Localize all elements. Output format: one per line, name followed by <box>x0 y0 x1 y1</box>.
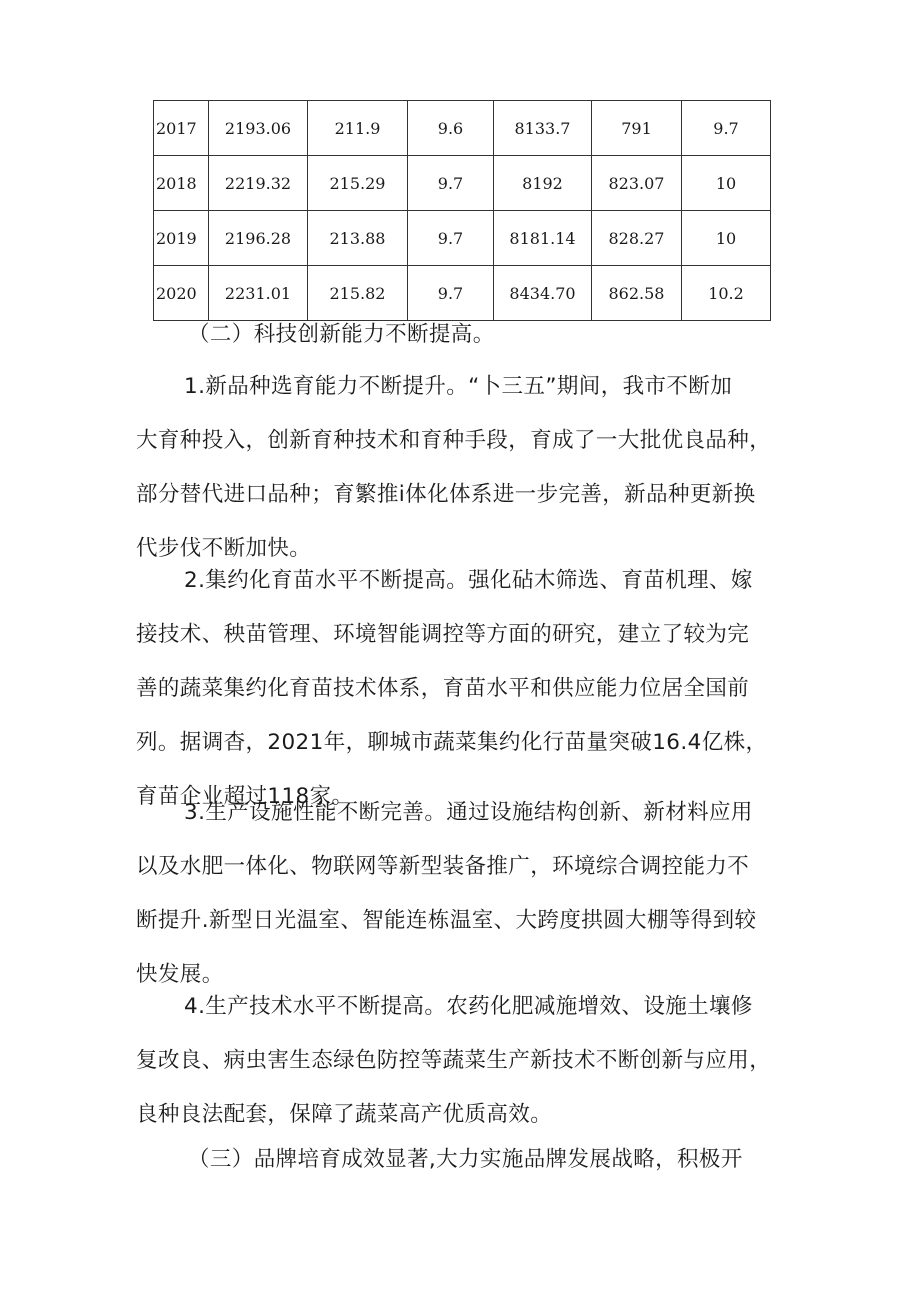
table-cell: 8192 <box>494 156 592 211</box>
table-cell: 9.7 <box>682 101 771 156</box>
table-cell: 791 <box>592 101 682 156</box>
table-cell: 9.6 <box>408 101 494 156</box>
table-cell: 215.82 <box>308 266 408 321</box>
table-cell: 2193.06 <box>209 101 308 156</box>
table-cell: 9.7 <box>408 156 494 211</box>
table-cell: 8434.70 <box>494 266 592 321</box>
table-row <box>154 101 771 156</box>
paragraph-line: 断提升.新型日光温室、智能连栋温室、大跨度拱圆大棚等得到较 <box>136 908 757 933</box>
paragraph-line: 部分替代进口品种；育繁推i体化体系进一步完善，新品种更新换 <box>136 482 756 507</box>
table-cell: 9.7 <box>408 266 494 321</box>
section-heading-2 <box>136 308 796 362</box>
table-cell: 828.27 <box>592 211 682 266</box>
heading-text: （二）科技创新能力不断提高。 <box>188 322 495 347</box>
table-cell: 10 <box>682 156 771 211</box>
paragraph-line: 善的蔬菜集约化育苗技术体系，育苗水平和供应能力位居全国前 <box>136 676 750 701</box>
paragraph-seed-breeding <box>136 360 796 576</box>
paragraph-technology <box>136 980 796 1142</box>
paragraph-line: 列。据调杳，2021年，聊城市蔬菜集约化行苗量突破16.4亿株， <box>136 730 768 755</box>
table-cell: 823.07 <box>592 156 682 211</box>
heading-text: （三）品牌培育成效显著,大力实施品牌发展战略，积极开 <box>188 1147 743 1172</box>
paragraph-facilities <box>136 786 796 1002</box>
table-row <box>154 211 771 266</box>
table-cell: 2219.32 <box>209 156 308 211</box>
table-cell: 2196.28 <box>209 211 308 266</box>
table-cell-year: 2019 <box>154 211 209 266</box>
paragraph-line: 4.生产技术水平不断提高。农药化肥减施增效、设施土壤修 <box>184 994 753 1019</box>
table-cell-year: 2017 <box>154 101 209 156</box>
table-cell: 2231.01 <box>209 266 308 321</box>
paragraph-seedling-raising <box>136 554 796 824</box>
paragraph-line: 快发展。 <box>136 962 224 987</box>
paragraph-line: 以及水肥一体化、物联网等新型装备推广，环境综合调控能力不 <box>136 854 750 879</box>
paragraph-line: 接技术、秧苗管理、环境智能调控等方面的研究，建立了较为完 <box>136 622 750 647</box>
table-cell: 8133.7 <box>494 101 592 156</box>
table-cell: 10 <box>682 211 771 266</box>
data-table <box>153 100 771 321</box>
paragraph-line: 育苗企业超过118家。 <box>136 784 354 809</box>
paragraph-line: 代步伐不断加快。 <box>136 536 312 561</box>
paragraph-line: 3.生产设施性能不断完善。通过设施结构创新、新材料应用 <box>184 800 753 825</box>
table-cell: 10.2 <box>682 266 771 321</box>
table-row <box>154 156 771 211</box>
paragraph-line: 2.集约化育苗水平不断提高。强化砧木筛选、育苗机理、嫁 <box>184 568 753 593</box>
table-cell: 9.7 <box>408 211 494 266</box>
paragraph-line: 1.新品种选育能力不断提升。“卜三五”期间，我市不断加 <box>184 374 733 399</box>
table-cell: 8181.14 <box>494 211 592 266</box>
table-cell: 211.9 <box>308 101 408 156</box>
table-cell-year: 2020 <box>154 266 209 321</box>
table-cell: 862.58 <box>592 266 682 321</box>
paragraph-line: 复改良、病虫害生态绿色防控等蔬菜生产新技术不断创新与应用， <box>136 1048 772 1073</box>
paragraph-line: 良种良法配套，保障了蔬菜高产优质高效。 <box>136 1102 553 1127</box>
table-cell: 213.88 <box>308 211 408 266</box>
section-heading-3 <box>136 1133 796 1187</box>
paragraph-line: 大育种投入，创新育种技术和育种手段，育成了一大批优良品种， <box>136 428 772 453</box>
table-cell: 215.29 <box>308 156 408 211</box>
table-cell-year: 2018 <box>154 156 209 211</box>
